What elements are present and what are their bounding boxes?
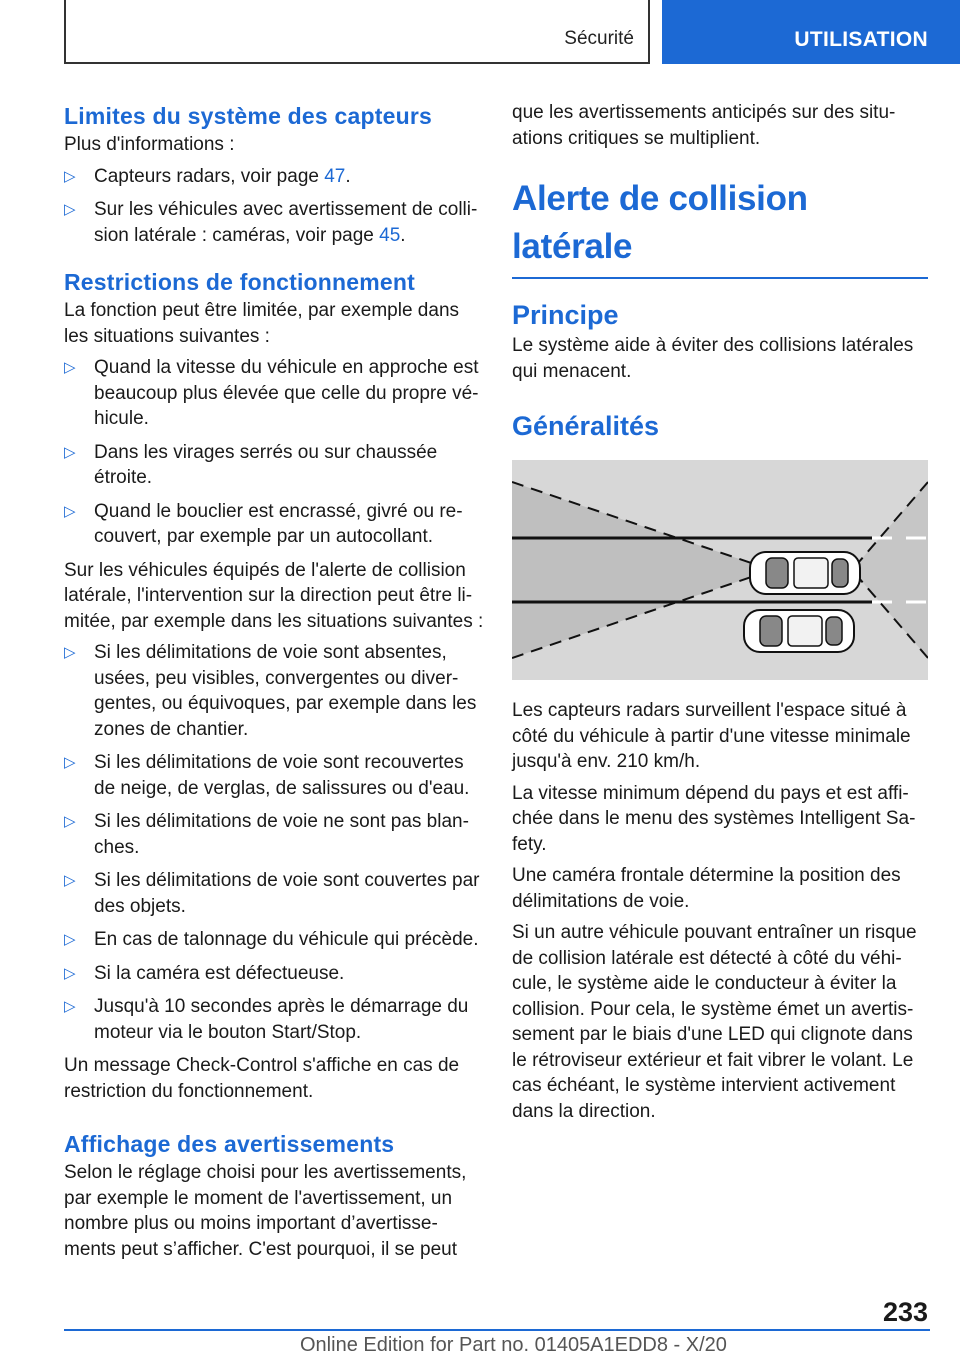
list-item <box>64 640 484 742</box>
page-link[interactable]: 47 <box>324 165 346 187</box>
page-link[interactable]: 45 <box>379 224 401 246</box>
header-chapter-box <box>662 0 960 64</box>
bullet-triangle-icon: ▷ <box>64 359 76 376</box>
paragraph: Un message Check-Control s'affiche en cas de restriction du fonctionnement. <box>64 1055 460 1102</box>
paragraph: Si un autre véhicule pouvant entraîner un risque de collision latérale est détecté à côté du véhi-cule, le système aide le conducteur à éviter la collision. Pour cela, le système émet un avertis-sement par le biais d'une LED qui clignote dans le rétroviseur extérieur et fait vibrer le volant. Le cas échéant, le système intervient activement dans la direction. <box>512 922 917 1122</box>
page-header <box>0 0 960 66</box>
list-item <box>64 750 484 801</box>
header-chapter-title: UTILISATION <box>794 28 928 51</box>
reference-list <box>64 164 484 249</box>
paragraph: Sur les véhicules équipés de l'alerte de collision latérale, l'intervention sur la direction peut être li-mitée, par exemple dans les situations suivantes : <box>64 559 484 632</box>
ref-end: . <box>345 165 351 187</box>
list-item <box>64 994 484 1045</box>
list-item-text: Si les délimitations de voie sont absentes, usées, peu visibles, convergentes ou diver-gentes, ou équivoques, par exemple dans les zones de chantier. <box>94 642 477 740</box>
list-item <box>64 868 484 919</box>
list-item-text: Si la caméra est défectueuse. <box>94 962 345 984</box>
list-item <box>64 499 484 550</box>
bullet-triangle-icon: ▷ <box>64 201 76 218</box>
heading-generalites: Généralités <box>512 411 660 441</box>
heading-warning-display: Affichage des avertissements <box>64 1131 395 1157</box>
list-item-text: Quand le bouclier est encrassé, givré ou re-couvert, par exemple par un autocollant. <box>94 500 463 547</box>
bullet-triangle-icon: ▷ <box>64 931 76 948</box>
paragraph: La fonction peut être limitée, par exemple dans les situations suivantes : <box>64 300 460 347</box>
side-collision-diagram <box>512 460 928 680</box>
car-own-icon <box>750 552 860 594</box>
paragraph: Les capteurs radars surveillent l'espace situé à côté du véhicule à partir d'une vitesse minimale jusqu'à env. 210 km/h. <box>512 700 911 772</box>
list-item-text: Jusqu'à 10 secondes après le démarrage du moteur via le bouton Start/Stop. <box>94 996 469 1043</box>
bullet-triangle-icon: ▷ <box>64 167 76 185</box>
bullet-triangle-icon: ▷ <box>64 502 76 520</box>
bullet-triangle-icon: ▷ <box>64 644 76 661</box>
list-item <box>64 809 484 860</box>
list-item-text: Dans les virages serrés ou sur chaussée étroite. <box>94 441 438 488</box>
restriction-list <box>64 355 484 550</box>
bullet-triangle-icon: ▷ <box>64 998 76 1015</box>
list-item <box>64 164 484 190</box>
bullet-triangle-icon: ▷ <box>64 964 76 982</box>
bullet-triangle-icon: ▷ <box>64 754 76 771</box>
ref-text: Capteurs radars, voir page <box>94 165 325 187</box>
list-item-text: En cas de talonnage du véhicule qui précède. <box>94 929 479 950</box>
list-item-text: Si les délimitations de voie ne sont pas blan-ches. <box>94 811 469 858</box>
paragraph: Une caméra frontale détermine la position des délimitations de voie. <box>512 865 901 912</box>
header-section-box <box>64 0 650 64</box>
header-section-title: Sécurité <box>564 28 634 49</box>
list-item-text: Quand la vitesse du véhicule en approche est beaucoup plus élevée que celle du propre vé-hicule. <box>94 357 479 429</box>
list-item <box>64 927 484 953</box>
paragraph: Selon le réglage choisi pour les avertissements, par exemple le moment de l'avertissement, un nombre plus ou moins important d’avertisse-ments peut s’afficher. C'est pourquoi, il se peut <box>64 1162 467 1260</box>
ref-text: Sur les véhicules avec avertissement de colli-sion latérale : caméras, voir page <box>94 199 478 246</box>
car-adjacent-icon <box>744 610 854 652</box>
list-item-text: Si les délimitations de voie sont couvertes par des objets. <box>94 870 480 917</box>
list-item <box>64 961 484 987</box>
list-item <box>64 355 484 432</box>
paragraph: Le système aide à éviter des collisions latérales qui menacent. <box>512 335 914 382</box>
list-item <box>64 197 484 248</box>
right-column <box>512 100 928 1130</box>
heading-sensor-limits: Limites du système des capteurs <box>64 103 432 129</box>
page-number: 233 <box>882 1297 928 1327</box>
footer-divider <box>64 1329 930 1331</box>
paragraph: La vitesse minimum dépend du pays et est affi-chée dans le menu des systèmes Intelligent Sa-fety. <box>512 782 916 855</box>
heading-principe: Principe <box>512 300 619 330</box>
left-column <box>64 100 484 1268</box>
list-item-text: Si les délimitations de voie sont recouvertes de neige, de verglas, de salissures ou d'eau. <box>94 752 470 799</box>
intro-text: Plus d'informations : <box>64 134 235 155</box>
chapter-title: Alerte de collision latérale <box>512 175 928 279</box>
bullet-triangle-icon: ▷ <box>64 872 76 889</box>
bullet-triangle-icon: ▷ <box>64 813 76 830</box>
paragraph: que les avertissements anticipés sur des situ-ations critiques se multiplient. <box>512 102 896 149</box>
footer-edition: Online Edition for Part no. 01405A1EDD8 - X/20 <box>300 1334 727 1356</box>
heading-restrictions: Restrictions de fonctionnement <box>64 269 416 295</box>
ref-end: . <box>400 224 406 246</box>
list-item <box>64 440 484 491</box>
steering-restriction-list <box>64 640 484 1045</box>
bullet-triangle-icon: ▷ <box>64 443 76 461</box>
